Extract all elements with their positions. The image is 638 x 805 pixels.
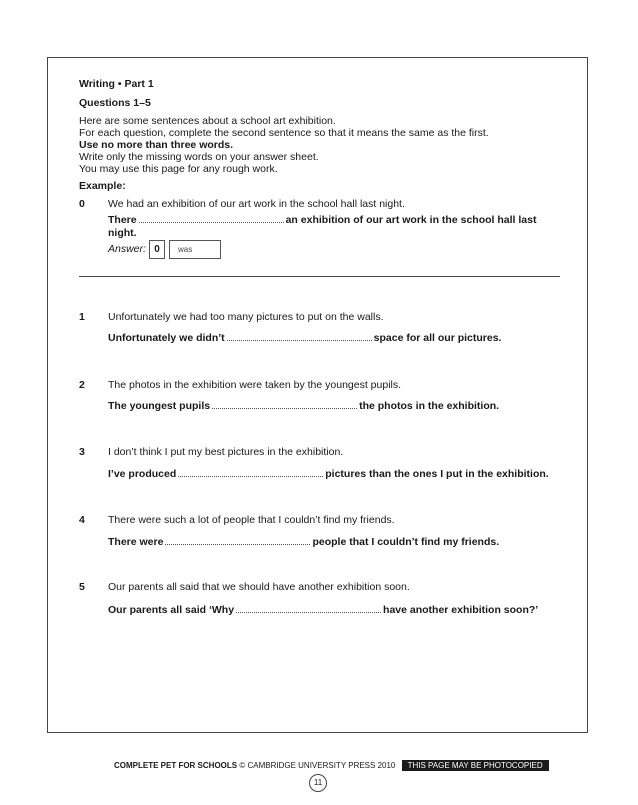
instruction-3: Use no more than three words. <box>79 139 234 151</box>
item-5-before: Our parents all said ‘Why <box>108 604 235 616</box>
instruction-1: Here are some sentences about a school art exhibition. <box>79 115 336 127</box>
item-1-prompt <box>108 332 501 344</box>
item-4-after: people that I couldn’t find my friends. <box>312 536 500 548</box>
item-2-before: The youngest pupils <box>108 400 211 412</box>
questions-range: Questions 1–5 <box>79 97 151 109</box>
instruction-4: Write only the missing words on your answer sheet. <box>79 151 319 163</box>
item-3-prompt <box>108 468 549 480</box>
item-5-number: 5 <box>79 581 85 593</box>
example-prompt-before: There <box>108 214 137 226</box>
footer-copyright: © CAMBRIDGE UNIVERSITY PRESS 2010 <box>239 761 396 770</box>
item-4-number: 4 <box>79 514 85 526</box>
answer-label: Answer: <box>108 243 146 255</box>
item-4-sentence: There were such a lot of people that I couldn’t find my friends. <box>108 514 395 526</box>
item-3-sentence: I don’t think I put my best pictures in the exhibition. <box>108 446 344 458</box>
answer-number-box: 0 <box>149 240 165 259</box>
example-sentence: We had an exhibition of our art work in the school hall last night. <box>108 198 405 210</box>
item-5-after: have another exhibition soon?’ <box>383 604 539 616</box>
instruction-2: For each question, complete the second sentence so that it means the same as the first. <box>79 127 489 139</box>
divider <box>79 276 560 277</box>
item-5-prompt <box>108 604 538 616</box>
item-2-after: the photos in the exhibition. <box>359 400 500 412</box>
instruction-5: You may use this page for any rough work. <box>79 163 278 175</box>
item-2-sentence: The photos in the exhibition were taken by the youngest pupils. <box>108 379 402 391</box>
example-number: 0 <box>79 198 85 210</box>
item-2-prompt <box>108 400 499 412</box>
item-2-blank <box>212 400 357 409</box>
item-3-number: 3 <box>79 446 85 458</box>
example-prompt-after: an exhibition of our art work in the school hall last <box>285 214 537 226</box>
example-blank <box>139 214 284 223</box>
example-prompt <box>108 214 536 226</box>
item-1-after: space for all our pictures. <box>373 332 502 344</box>
item-3-after: pictures than the ones I put in the exhibition. <box>325 468 549 480</box>
footer <box>114 760 549 771</box>
item-1-before: Unfortunately we didn’t <box>108 332 225 344</box>
example-heading: Example: <box>79 180 126 192</box>
answer-value-box: was <box>169 240 221 259</box>
item-5-blank <box>236 604 381 613</box>
item-4-blank <box>165 536 310 545</box>
item-4-prompt <box>108 536 499 548</box>
item-3-before: I’ve produced <box>108 468 177 480</box>
item-3-blank <box>178 468 323 477</box>
footer-book-title: COMPLETE PET FOR SCHOOLS <box>114 761 238 770</box>
item-1-blank <box>227 332 372 341</box>
example-prompt-line2: night. <box>108 227 137 239</box>
item-5-sentence: Our parents all said that we should have another exhibition soon. <box>108 581 410 593</box>
page-number: 11 <box>309 774 327 792</box>
item-1-number: 1 <box>79 311 85 323</box>
item-4-before: There were <box>108 536 164 548</box>
section-title: Writing • Part 1 <box>79 78 154 90</box>
photocopy-stamp: THIS PAGE MAY BE PHOTOCOPIED <box>402 760 549 771</box>
item-1-sentence: Unfortunately we had too many pictures to put on the walls. <box>108 311 384 323</box>
item-2-number: 2 <box>79 379 85 391</box>
